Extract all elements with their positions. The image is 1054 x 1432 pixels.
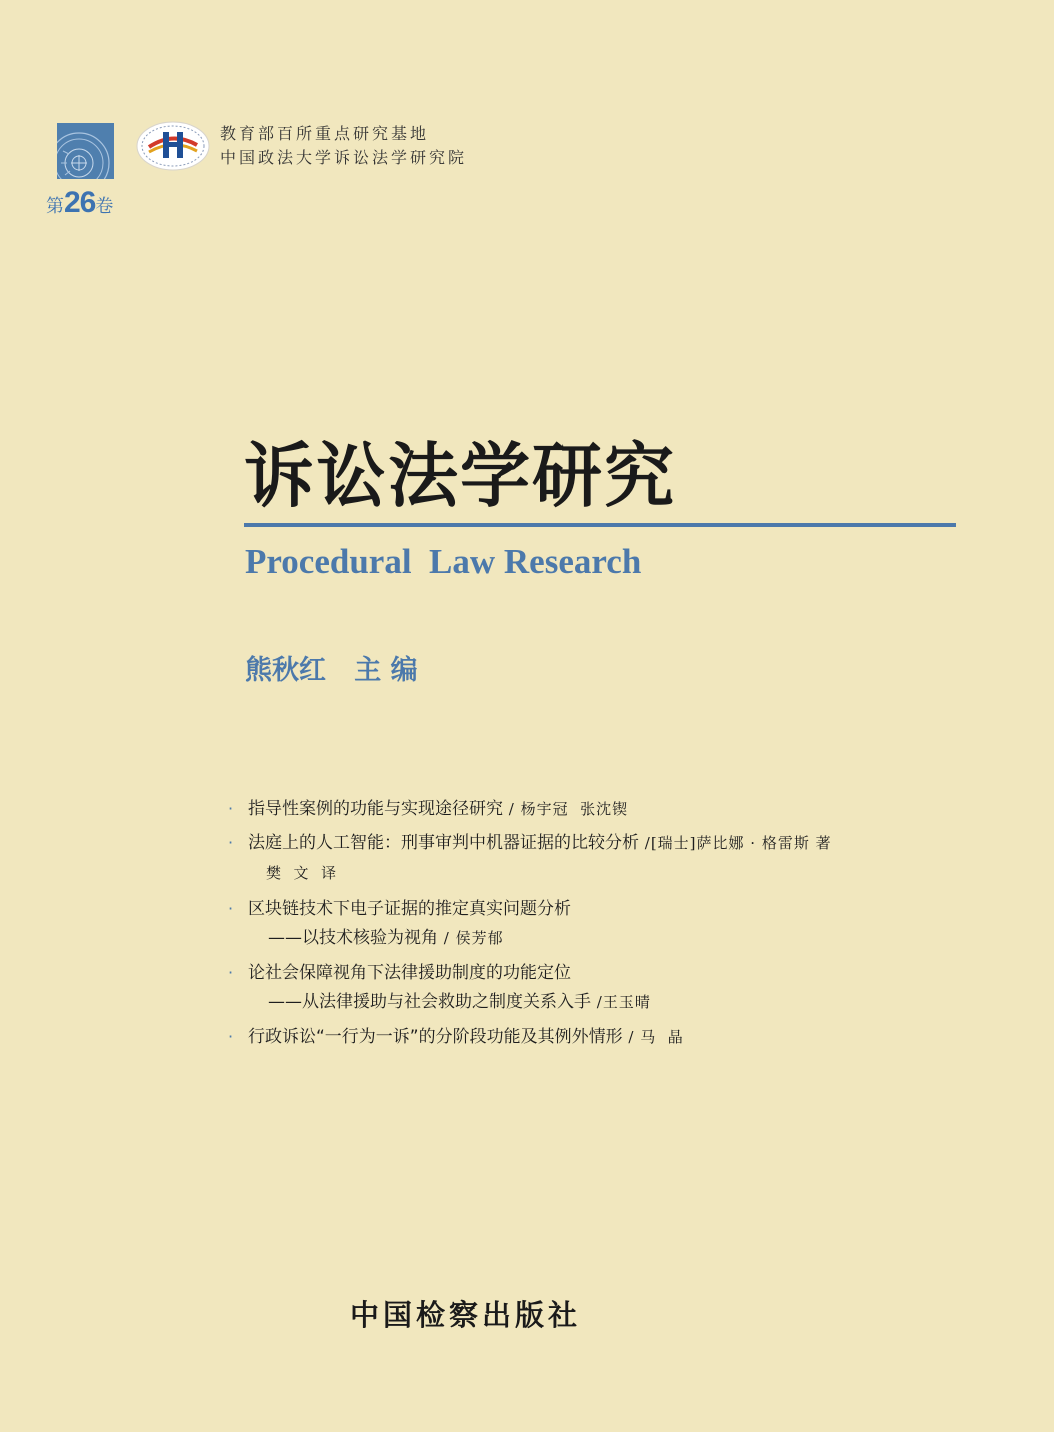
article-subtitle: ——从法律援助与社会救助之制度关系入手 (268, 992, 591, 1012)
article-title: 区块链技术下电子证据的推定真实问题分析 (248, 899, 571, 919)
institution-line-2: 中国政法大学诉讼法学研究院 (220, 148, 468, 167)
article-author: /王玉晴 (591, 993, 651, 1011)
university-seal-icon (57, 123, 114, 179)
article-author: / 侯芳郁 (438, 929, 504, 947)
article-title: 指导性案例的功能与实现途径研究 (248, 799, 503, 819)
editor-credit: 熊秋红 主 编 (245, 655, 418, 686)
volume-number: 26 (64, 186, 96, 219)
contents-item (226, 959, 966, 1017)
bullet-icon: · (228, 799, 234, 818)
article-author: / 马 晶 (622, 1028, 684, 1046)
volume-label (46, 186, 113, 220)
article-author: /[瑞士]萨比娜 · 格雷斯 著 (639, 834, 832, 852)
bullet-icon: · (228, 963, 234, 982)
contents-item (226, 829, 966, 889)
bullet-icon: · (228, 833, 234, 852)
article-subtitle: ——以技术核验为视角 (268, 928, 438, 948)
article-title: 论社会保障视角下法律援助制度的功能定位 (248, 963, 571, 983)
article-title: 法庭上的人工智能：刑事审判中机器证据的比较分析 (248, 833, 639, 853)
volume-suffix: 卷 (95, 196, 114, 216)
bullet-icon: · (228, 899, 234, 918)
article-author: / 杨宇冠 张沈锲 (503, 800, 629, 818)
book-title-english: Procedural Law Research (245, 542, 642, 581)
bullet-icon: · (228, 1027, 234, 1046)
volume-prefix: 第 (46, 196, 64, 216)
institution-name (220, 122, 467, 170)
contents-item (226, 895, 966, 953)
contents-list (226, 795, 966, 1057)
contents-item (226, 1023, 966, 1051)
article-translator: 樊 文 译 (266, 864, 338, 882)
publisher-name: 中国检察出版社 (350, 1298, 582, 1332)
institution-line-1: 教育部百所重点研究基地 (220, 124, 430, 143)
article-title: 行政诉讼“一行为一诉”的分阶段功能及其例外情形 (248, 1027, 623, 1047)
title-divider (244, 523, 956, 527)
contents-item (226, 795, 966, 823)
book-title-chinese: 诉讼法学研究 (244, 434, 676, 517)
research-institute-logo-icon (136, 121, 210, 171)
